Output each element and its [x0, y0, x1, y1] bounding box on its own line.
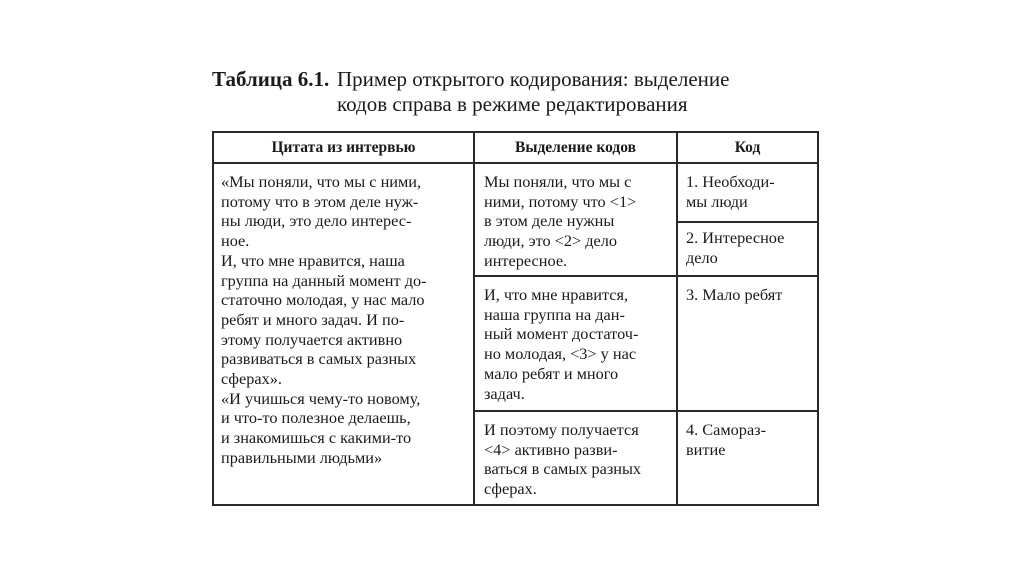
row-divider-segment-2	[473, 410, 818, 412]
code-2: 2. Интересное дело	[686, 228, 785, 267]
header-coding: Выделение кодов	[515, 138, 636, 156]
table-border-left	[212, 131, 214, 506]
table-number: Таблица 6.1.	[212, 67, 330, 91]
segment-2: И, что мне нравится, наша группа на дан- ный момент достаточ- но молодая, <3> у нас мало ребят и много задач.	[484, 285, 639, 403]
column-divider-2	[676, 131, 678, 506]
table-border-bottom	[212, 504, 818, 506]
header-quote: Цитата из интервью	[271, 138, 416, 156]
code-3: 3. Мало ребят	[686, 285, 783, 304]
segment-1: Мы поняли, что мы с ними, потому что <1> в этом деле нужны люди, это <2> дело интересное.	[484, 172, 637, 270]
caption-line-2: кодов справа в режиме редактирования	[337, 92, 688, 116]
row-divider-segment-1	[473, 275, 818, 277]
interview-quote: «Мы поняли, что мы с ними, потому что в этом деле нуж- ны люди, это дело интерес- ное. И, что мне нравится, наша группа на данный момент до- статочно молодая, у нас мало ребят и много задач. И по- этому получается активно развиваться в самых разных сферах». «И учишься чему-то новому, и что-то полезное делаешь, и знакомишься с какими-то правильными людьми»	[221, 172, 427, 467]
code-4: 4. Самораз- витие	[686, 420, 767, 459]
table-border-right	[817, 131, 819, 506]
header-code: Код	[734, 138, 761, 156]
caption-line-1: Пример открытого кодирования: выделение	[337, 67, 730, 91]
code-1: 1. Необходи- мы люди	[686, 172, 775, 211]
row-divider-code-1	[676, 221, 818, 223]
column-divider-1	[473, 131, 475, 506]
segment-3: И поэтому получается <4> активно разви- ваться в самых разных сферах.	[484, 420, 642, 499]
